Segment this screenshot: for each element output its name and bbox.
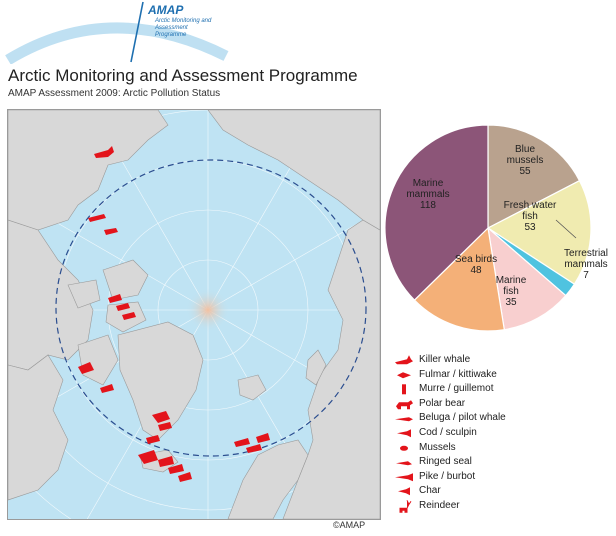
legend-item-beluga (393, 411, 506, 426)
legend-label: Fulmar / kittiwake (419, 368, 497, 380)
murre-icon (393, 382, 415, 397)
pie-slice-label: Marine mammals 118 (406, 178, 450, 211)
pie-chart (380, 108, 616, 353)
legend-item-pike (393, 470, 506, 485)
polar-bear-icon (393, 397, 415, 412)
legend-label: Char (419, 485, 441, 497)
pike-icon (393, 470, 415, 485)
legend-label: Reindeer (419, 499, 460, 511)
legend-label: Ringed seal (419, 456, 472, 468)
pie-slice-label: Marine fish 35 (495, 275, 527, 308)
legend-item-ringed-seal (393, 455, 506, 470)
logo-text: AMAP (148, 3, 184, 17)
cod-icon (393, 426, 415, 441)
mussel-icon (393, 441, 415, 456)
legend-label: Mussels (419, 441, 456, 453)
logo-subtext: Arctic Monitoring and Assessment Programme (155, 18, 212, 38)
legend-item-char (393, 484, 506, 499)
page-title: Arctic Monitoring and Assessment Programme (8, 66, 358, 85)
page-subtitle: AMAP Assessment 2009: Arctic Pollution Status (8, 88, 221, 99)
arctic-map-svg (8, 110, 380, 519)
legend (393, 353, 506, 514)
legend-item-killer-whale (393, 353, 506, 368)
reindeer-icon (393, 499, 415, 514)
pie-slice-label: Blue mussels 55 (506, 144, 544, 177)
killer-whale-icon (393, 353, 415, 368)
ringed-seal-icon (393, 455, 415, 470)
pie-chart-svg (380, 108, 616, 348)
legend-label: Murre / guillemot (419, 383, 494, 395)
legend-item-polar-bear (393, 397, 506, 412)
char-icon (393, 484, 415, 499)
pie-slice-label: Terrestrial mammals 7 (564, 248, 608, 281)
legend-item-mussels (393, 441, 506, 456)
legend-item-cod (393, 426, 506, 441)
legend-label: Polar bear (419, 397, 466, 409)
legend-label: Pike / burbot (419, 470, 476, 482)
pie-slice-label: Fresh water fish 53 (503, 200, 557, 233)
copyright: ©AMAP (333, 520, 366, 530)
pie-slice-label: Sea birds 48 (454, 254, 498, 276)
legend-label: Beluga / pilot whale (419, 412, 506, 424)
legend-item-reindeer (393, 499, 506, 514)
fulmar-icon (393, 368, 415, 383)
beluga-icon (393, 411, 415, 426)
legend-label: Killer whale (419, 354, 471, 365)
arctic-map (7, 109, 381, 520)
legend-item-fulmar (393, 368, 506, 383)
north-pole-marker (186, 288, 230, 332)
legend-label: Cod / sculpin (419, 426, 477, 438)
legend-item-murre (393, 382, 506, 397)
